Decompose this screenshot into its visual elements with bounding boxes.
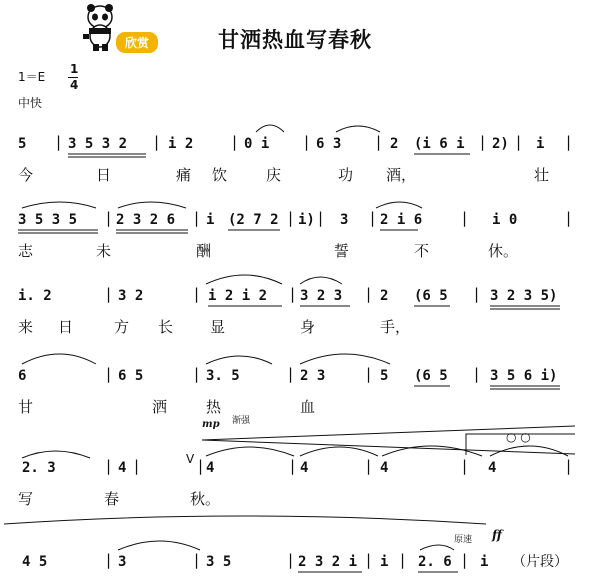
measure-note: i [380, 554, 389, 570]
lyric: 血 [300, 398, 316, 416]
barline: | [290, 285, 296, 303]
measure-note: 4 [488, 460, 497, 476]
lyric: 甘 [18, 398, 34, 416]
measure-note: 3 5 6 i) [490, 368, 558, 384]
key-signature: 1＝E [18, 70, 46, 84]
measure-note: 6 5 [118, 368, 144, 384]
lyric: 不 [414, 242, 430, 260]
measure-note: 3 5 [206, 554, 232, 570]
measure-note: i 0 [492, 212, 518, 228]
lyric: 酒， [386, 166, 417, 184]
barline: | [400, 551, 406, 569]
barline: | [366, 551, 372, 569]
lyric: 今 [18, 166, 34, 184]
dynamic-ff: ff [492, 528, 502, 542]
time-signature-top: 1 [70, 62, 79, 76]
barline: | [566, 133, 572, 151]
measure-note: 4 [206, 460, 215, 476]
measure-note: 3 5 3 2 [68, 136, 128, 152]
measure-note: 2 3 [300, 368, 326, 384]
measure-note: 3. 5 [206, 368, 240, 384]
lyric: 显 [210, 318, 226, 336]
barline: | [232, 133, 238, 151]
barline: | [106, 209, 112, 227]
barline: | [194, 551, 200, 569]
barline: | [304, 133, 310, 151]
barline: | [516, 133, 522, 151]
lyric: 酬 [196, 242, 212, 260]
barline: | [318, 209, 324, 227]
measure-note: i 2 [168, 136, 194, 152]
barline: | [154, 133, 160, 151]
measure-note: (2 7 2 [228, 212, 279, 228]
measure-note: i [536, 136, 545, 152]
tempo-marking: 中快 [18, 96, 43, 110]
barline: | [366, 457, 372, 475]
barline: | [106, 457, 112, 475]
lyric: 誓 [334, 242, 350, 260]
lyric: 志 [18, 242, 34, 260]
dynamic-mp: mp [202, 419, 220, 430]
lyric: 写 [18, 490, 34, 508]
lyric: 手， [380, 318, 411, 336]
measure-note: i. 2 [18, 288, 52, 304]
barline: | [106, 285, 112, 303]
measure-note: 6 [18, 368, 27, 384]
lyric: 饮 [212, 166, 228, 184]
lyric: 壮 [534, 166, 550, 184]
measure-note: i 2 i 2 [208, 288, 268, 304]
barline: | [366, 365, 372, 383]
barline: | [462, 457, 468, 475]
original-tempo-label: 原速 [454, 535, 473, 545]
measure-note: 2 [380, 288, 389, 304]
lyric: 春 [104, 490, 120, 508]
barline: | [566, 209, 572, 227]
measure-note: 3 2 3 5) [490, 288, 558, 304]
measure-note: 6 3 [316, 136, 342, 152]
measure-note: (6 5 [414, 368, 448, 384]
measure-note: 2 i 6 [380, 212, 423, 228]
lyric: 热 [206, 398, 222, 416]
measure-note: i) [298, 212, 315, 228]
measure-note: 4 5 [22, 554, 48, 570]
measure-note: 5 [380, 368, 389, 384]
barline: | [288, 209, 294, 227]
measure-note: 2. 6 [418, 554, 452, 570]
song-title: 甘洒热血写春秋 [218, 27, 372, 52]
crescendo-label: 渐强 [232, 416, 251, 426]
measure-note: 4 [118, 460, 127, 476]
measure-note: 4 [380, 460, 389, 476]
barline: | [462, 209, 468, 227]
measure-note: (6 5 [414, 288, 448, 304]
measure-note: 3 [340, 212, 349, 228]
measure-note: 2) [492, 136, 509, 152]
lyric: 日 [58, 318, 74, 336]
lyric: 痛 [176, 166, 192, 184]
lyric: 休。 [488, 242, 519, 260]
measure-note: 2. 3 [22, 460, 56, 476]
barline: | [106, 365, 112, 383]
measure-note: 2 3 2 6 [116, 212, 176, 228]
barline: | [376, 133, 382, 151]
barline: | [194, 365, 200, 383]
measure-note: 3 5 3 5 [18, 212, 78, 228]
fragment-label: （片段） [512, 554, 568, 570]
lyric: 日 [96, 166, 112, 184]
lyric: 来 [18, 318, 34, 336]
barline: | [198, 457, 204, 475]
breath-mark: V [186, 452, 195, 466]
measure-note: 2 [390, 136, 399, 152]
time-signature-bottom: 4 [70, 78, 79, 92]
lyric: 未 [96, 242, 112, 260]
measure-note: 3 [118, 554, 127, 570]
barline: | [194, 209, 200, 227]
barline: | [370, 209, 376, 227]
measure-note: 4 [300, 460, 309, 476]
lyric: 方 [114, 318, 130, 336]
measure-note: 3 2 3 [300, 288, 343, 304]
lyric: 长 [158, 318, 174, 336]
measure-note: 0 i [244, 136, 270, 152]
volta-circles: ○ ○ [506, 430, 531, 444]
lyric: 庆 [266, 166, 282, 184]
measure-note: i [206, 212, 215, 228]
measure-note: 2 3 2 i [298, 554, 358, 570]
barline: | [462, 551, 468, 569]
barline: | [134, 457, 140, 475]
lyric: 洒 [152, 398, 168, 416]
barline: | [566, 457, 572, 475]
measure-note: 3 2 [118, 288, 144, 304]
lyric: 功 [338, 166, 354, 184]
barline: | [366, 285, 372, 303]
barline: | [474, 285, 480, 303]
barline: | [288, 551, 294, 569]
barline: | [56, 133, 62, 151]
barline: | [290, 457, 296, 475]
appreciation-badge: 欣赏 [116, 32, 158, 53]
barline: | [106, 551, 112, 569]
measure-note: (i 6 i [414, 136, 465, 152]
barline: | [288, 365, 294, 383]
lyric: 秋。 [190, 490, 221, 508]
barline: | [194, 285, 200, 303]
barline: | [474, 365, 480, 383]
measure-note: 5 [18, 136, 27, 152]
lyric: 身 [300, 318, 316, 336]
measure-note: i [480, 554, 489, 570]
barline: | [480, 133, 486, 151]
